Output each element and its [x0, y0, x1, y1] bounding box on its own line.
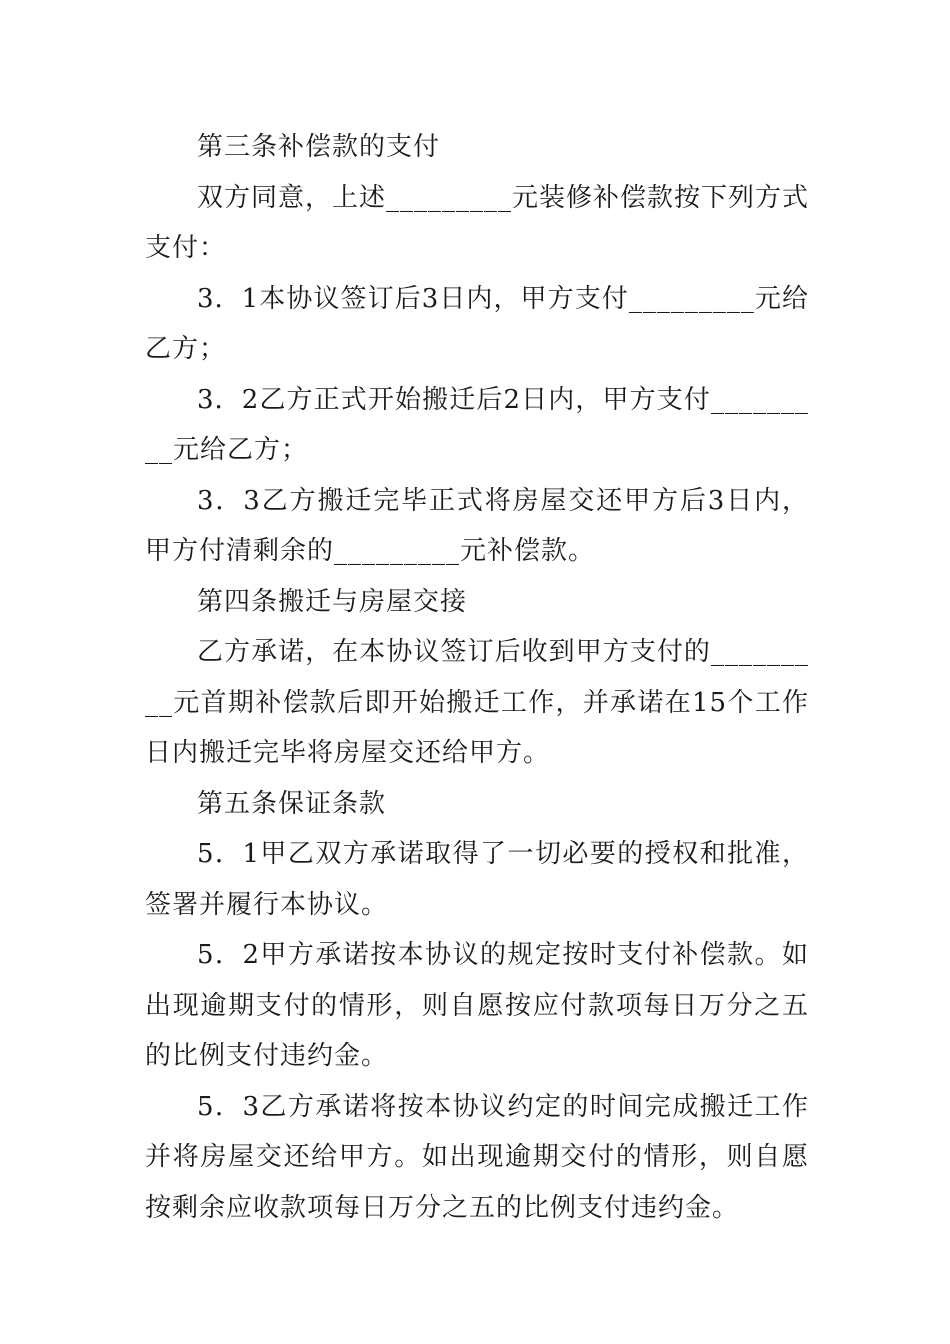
- clause-5-1: 5．1甲乙双方承诺取得了一切必要的授权和批准，签署并履行本协议。: [145, 839, 809, 920]
- clause-3-1: 3．1本协议签订后3日内，甲方支付_________元给乙方；: [145, 283, 809, 364]
- section-heading-4: 第四条搬迁与房屋交接: [197, 586, 468, 617]
- section-heading-3: 第三条补偿款的支付: [197, 132, 441, 162]
- clause-5-3: 5．3乙方承诺将按本协议约定的时间完成搬迁工作并将房屋交还给甲方。如出现逾期交付的情形，则自愿按剩余应收款项每日万分之五的比例支付违约金。: [145, 1091, 809, 1223]
- clause-5-2: 5．2甲方承诺按本协议的规定按时支付补偿款。如出现逾期支付的情形，则自愿按应付款项每日万分之五的比例支付违约金。: [145, 940, 809, 1071]
- document-body: [145, 122, 809, 1233]
- paragraph: 双方同意，上述_________元装修补偿款按下列方式支付：: [145, 182, 810, 263]
- paragraph: 乙方承诺，在本协议签订后收到甲方支付的_________元首期补偿款后即开始搬迁工作，并承诺在15个工作日内搬迁完毕将房屋交还给甲方。: [145, 637, 809, 768]
- clause-3-2: 3．2乙方正式开始搬迁后2日内，甲方支付_________元给乙方；: [145, 384, 809, 465]
- section-heading-5: 第五条保证条款: [197, 788, 387, 819]
- clause-3-3: 3．3乙方搬迁完毕正式将房屋交还甲方后3日内，甲方付清剩余的_________元补偿款。: [145, 485, 809, 566]
